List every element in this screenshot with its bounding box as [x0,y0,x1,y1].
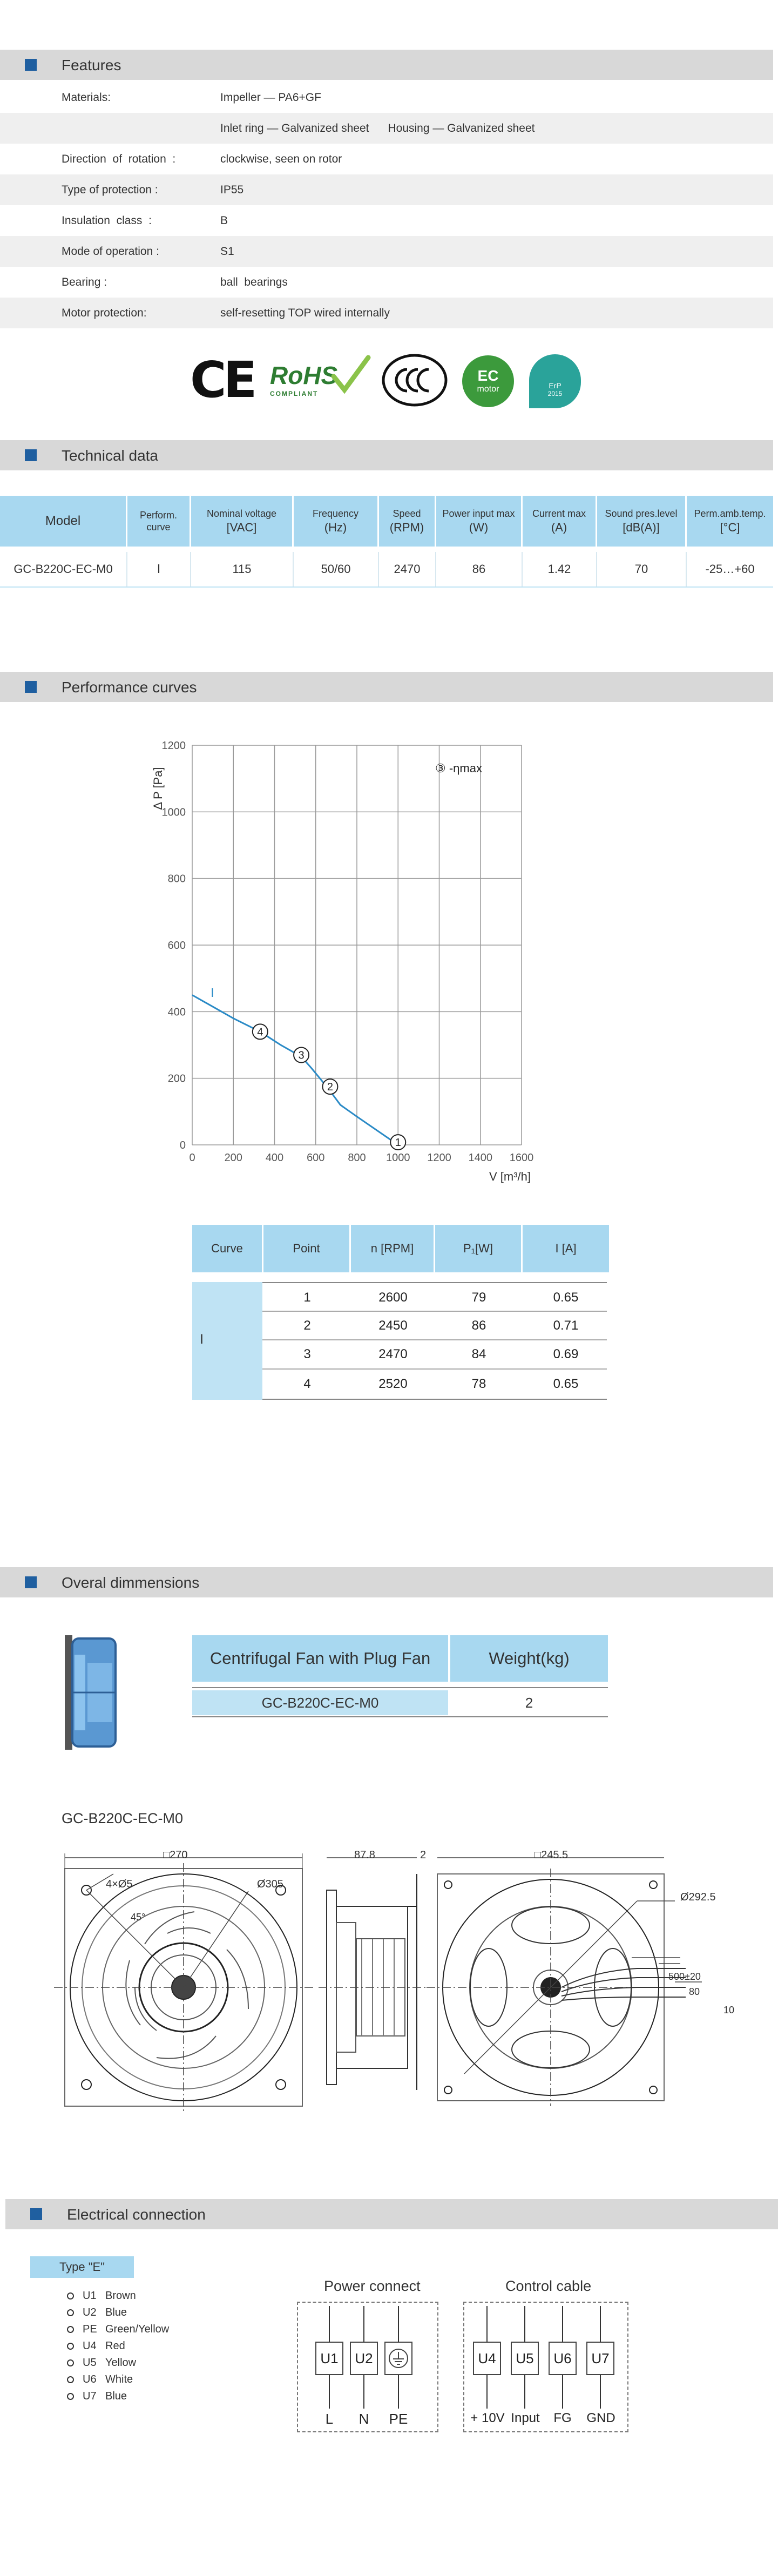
curve-label: Ⅰ [200,1332,204,1347]
point-table-header: I [A] [523,1225,609,1272]
curve-label-cell [192,1282,262,1400]
terminal-u6: U6 [549,2342,577,2375]
technical-table-header [0,496,773,547]
dimension-weight-cell: 2 [525,1694,533,1711]
terminal-u2: U2 [350,2342,378,2375]
features-section-header [0,50,773,80]
dim-label: 2 [420,1849,427,1861]
tech-cell: 115 [191,552,294,586]
section-marker [30,2208,42,2220]
feature-key: Type of protection : [62,184,158,196]
dim-label: 87.8 [354,1849,375,1861]
dimension-model-cell: GC-B220C-EC-M0 [192,1690,448,1715]
chart-legend: ③ -ηmax [435,761,482,775]
technical-section-header [0,440,773,470]
ccc-logo [381,353,448,407]
rohs-sub: COMPLIANT [270,390,319,397]
terminal-u1: U1 [315,2342,343,2375]
tech-header-cell: Frequency (Hz) [294,496,379,547]
wire-legend-item: U2 Blue [67,2307,127,2319]
point-table-header: Curve [192,1225,263,1272]
power-connect-title: Power connect [324,2278,421,2294]
y-tick-label: 0 [179,1139,186,1151]
table-divider [262,1311,607,1312]
feature-value: B [220,214,228,227]
table-divider [192,1687,608,1688]
y-tick-label: 600 [167,940,186,952]
section-marker [25,681,37,693]
operating-point-label: 3 [298,1049,305,1062]
type-label: Type "E" [30,2256,134,2278]
tech-header-cell: Model [0,496,127,547]
feature-row [0,113,773,144]
section-marker [25,449,37,461]
control-cable-title: Control cable [505,2278,592,2294]
technical-table-row [0,552,773,588]
x-tick-label: 600 [307,1152,325,1164]
section-title: Overal dimmensions [62,1574,200,1591]
tech-cell: 1.42 [523,552,597,586]
dimensions-section-header [0,1567,773,1597]
feature-key: Motor protection: [62,307,147,319]
point-table-header: n [RPM] [351,1225,435,1272]
wire-legend-item: U5 Yellow [67,2357,136,2369]
section-marker [25,1576,37,1588]
wire-legend-item: U1 Brown [67,2290,136,2302]
y-tick-label: 1200 [161,740,186,752]
tech-header-cell: Sound pres.level [dB(A)] [597,496,687,547]
feature-row [0,174,773,205]
feature-value: S1 [220,245,234,258]
dim-label: Ø305 [257,1878,283,1890]
feature-row [0,205,773,236]
tech-header-cell: Speed (RPM) [379,496,436,547]
tech-header-cell: Perm.amb.temp. [°C] [694,508,766,534]
power-label-l: L [325,2411,334,2427]
dim-label: □270 [163,1849,188,1861]
tech-cell: -25…+60 [705,562,755,576]
section-title: Performance curves [62,679,197,696]
control-label-10v: + 10V [470,2411,505,2425]
ec-text: EC [477,367,499,384]
y-tick-label: 800 [167,873,186,885]
fan-side-thumbnail [60,1633,120,1752]
control-label-input: Input [511,2411,540,2425]
tech-header-cell: Nominal voltage [VAC] [191,496,294,547]
feature-value: IP55 [220,184,244,196]
feature-row [0,236,773,267]
feature-key: Materials: [62,91,111,104]
rohs-logo [270,361,337,397]
dim-label: 500±20 [668,1971,701,1982]
dim-label: 4×Ø5 [106,1878,133,1890]
feature-key: Mode of operation : [62,245,159,258]
tech-cell: 2470 [379,552,436,586]
tech-cell: Ⅰ [127,552,191,586]
wire-legend-item: U7 Blue [67,2390,127,2403]
dimension-drawings [54,1852,777,2155]
dimension-table-header: Weight(kg) [450,1635,608,1682]
y-tick-label: 1000 [161,806,186,819]
feature-key: Insulation class : [62,214,152,227]
wire-legend-item: U6 White [67,2373,133,2386]
check-mark-icon [329,352,373,395]
feature-key: Bearing : [62,276,107,288]
power-wires [297,2306,437,2409]
side-view-drawing [319,1858,427,2090]
table-divider [192,1716,608,1717]
performance-section-header [0,672,773,702]
x-tick-label: 1200 [427,1152,451,1164]
power-label-pe: PE [389,2411,408,2427]
tech-cell: 86 [436,552,523,586]
section-marker [25,59,37,71]
performance-chart [119,734,637,1193]
tech-header-cell: Perform. curve [127,496,191,547]
terminal-u7: U7 [586,2342,614,2375]
feature-value: self-resetting TOP wired internally [220,307,390,319]
ec-motor-logo [462,355,514,407]
tech-header-cell: Power input max (W) [436,496,523,547]
rohs-text: RoHS [270,361,338,389]
feature-value: clockwise, seen on rotor [220,153,342,165]
section-title: Features [62,57,121,73]
y-tick-label: 400 [167,1006,186,1019]
feature-row [0,144,773,174]
feature-key: Direction of rotation : [62,153,176,165]
tech-cell: GC-B220C-EC-M0 [0,552,127,586]
x-axis-label: V [m³/h] [489,1170,531,1183]
feature-value: Impeller — PA6+GF [220,91,321,104]
dim-label: □245.5 [535,1849,569,1861]
power-label-n: N [358,2411,369,2427]
tech-cell: 70 [597,552,687,586]
erp-text: ErP [549,381,561,390]
feature-row [0,82,773,113]
erp-logo [529,354,581,408]
table-divider [262,1399,607,1400]
operating-point-label: 2 [327,1081,333,1094]
dim-label: 80 [689,1986,700,1997]
electrical-section-header [5,2199,778,2229]
dim-label: 45° [131,1912,146,1923]
control-wires [463,2306,626,2409]
x-tick-label: 1000 [386,1152,410,1164]
erp-year: 2015 [547,390,563,397]
terminal-u5: U5 [511,2342,539,2375]
wire-legend-item: PE Green/Yellow [67,2323,169,2336]
x-tick-label: 200 [224,1152,242,1164]
table-divider [262,1339,607,1340]
y-axis-label: Δ P [Pa] [151,767,165,810]
front-view-drawing [54,1853,313,2112]
dim-label: 10 [723,2005,735,2015]
control-label-gnd: GND [586,2411,615,2425]
x-tick-label: 800 [348,1152,366,1164]
feature-value: ball bearings [220,276,288,288]
series-line [192,995,398,1145]
x-tick-label: 1400 [468,1152,492,1164]
tech-header-cell: Current max (A) [523,496,597,547]
terminal-u4: U4 [473,2342,501,2375]
feature-row [0,267,773,298]
tech-cell: 50/60 [294,552,379,586]
section-title: Electrical connection [67,2206,206,2223]
dimension-table-header: Centrifugal Fan with Plug Fan [192,1635,448,1682]
feature-value: Inlet ring — Galvanized sheet Housing — Galvanized sheet [220,122,535,134]
operating-point-label: 1 [395,1137,401,1149]
point-table-header: Point [263,1225,351,1272]
back-view-drawing [427,1858,702,2106]
ce-mark-logo: CE [190,351,254,409]
section-title: Technical data [62,447,159,464]
x-tick-label: 0 [189,1152,195,1164]
ec-sub: motor [477,385,499,394]
table-divider [262,1282,607,1283]
operating-point-label: 4 [257,1026,263,1039]
table-divider [262,1368,607,1370]
dim-label: Ø292.5 [680,1891,716,1903]
control-label-fg: FG [553,2411,572,2425]
wire-legend-item: U4 Red [67,2340,125,2352]
x-tick-label: 400 [265,1152,284,1164]
y-tick-label: 200 [167,1073,186,1085]
series-label: Ⅰ [211,986,214,1000]
point-table-header: P₁[W] [435,1225,523,1272]
feature-row [0,298,773,328]
x-tick-label: 1600 [509,1152,534,1164]
drawing-title: GC-B220C-EC-M0 [62,1810,184,1826]
